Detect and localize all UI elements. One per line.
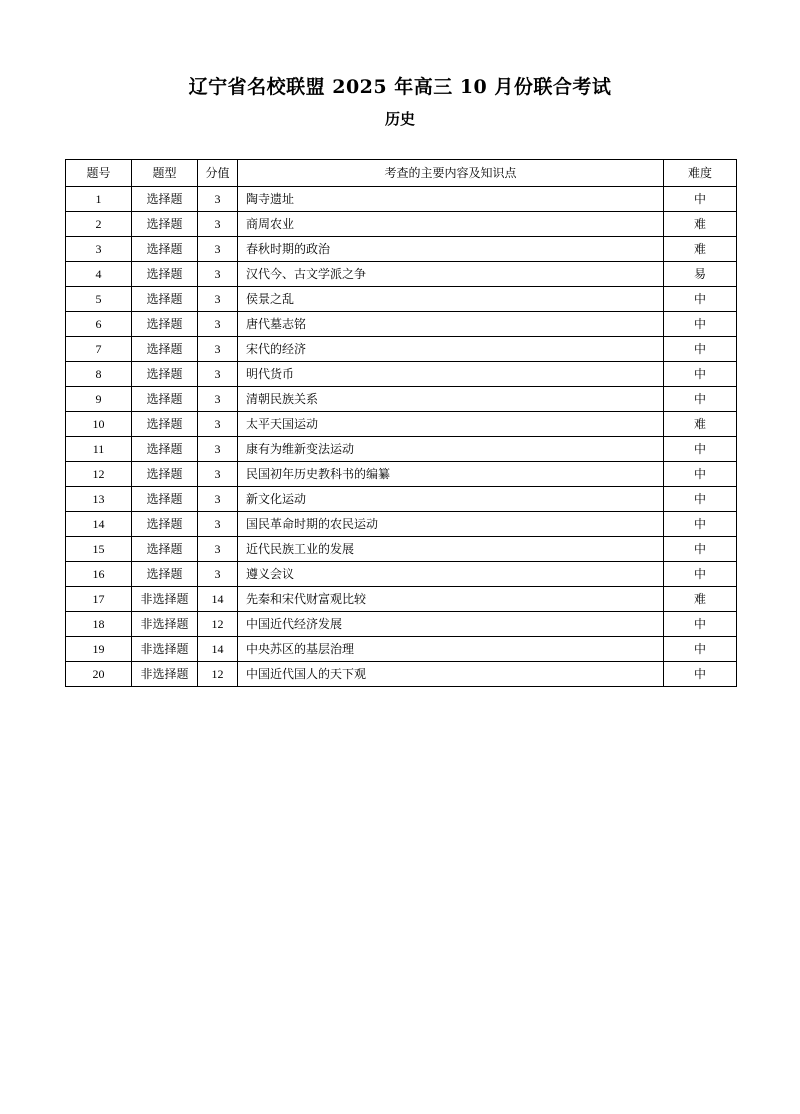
cell-number: 17 [66,587,132,612]
cell-difficulty: 中 [664,562,737,587]
table-row [66,612,737,637]
header-difficulty: 难度 [664,160,737,187]
cell-content: 明代货币 [238,362,664,387]
table-row [66,587,737,612]
cell-score: 3 [198,237,238,262]
cell-number: 14 [66,512,132,537]
cell-type: 选择题 [132,187,198,212]
cell-difficulty: 中 [664,487,737,512]
header-type: 题型 [132,160,198,187]
cell-content: 宋代的经济 [238,337,664,362]
cell-score: 3 [198,337,238,362]
table-row [66,512,737,537]
cell-difficulty: 中 [664,387,737,412]
table-row [66,562,737,587]
document-title: 辽宁省名校联盟 2025 年高三 10 月份联合考试 [188,76,612,98]
cell-difficulty: 难 [664,587,737,612]
cell-content: 清朝民族关系 [238,387,664,412]
cell-difficulty: 难 [664,212,737,237]
cell-difficulty: 中 [664,462,737,487]
header-number: 题号 [66,160,132,187]
table-row [66,312,737,337]
cell-score: 3 [198,212,238,237]
cell-content: 商周农业 [238,212,664,237]
cell-number: 15 [66,537,132,562]
cell-type: 选择题 [132,337,198,362]
cell-number: 16 [66,562,132,587]
cell-number: 5 [66,287,132,312]
cell-type: 选择题 [132,512,198,537]
table-row [66,487,737,512]
cell-type: 选择题 [132,387,198,412]
cell-score: 3 [198,537,238,562]
cell-content: 中国近代经济发展 [238,612,664,637]
cell-number: 12 [66,462,132,487]
cell-content: 遵义会议 [238,562,664,587]
cell-number: 7 [66,337,132,362]
cell-type: 选择题 [132,562,198,587]
cell-difficulty: 难 [664,412,737,437]
cell-difficulty: 中 [664,187,737,212]
cell-content: 近代民族工业的发展 [238,537,664,562]
table-row [66,412,737,437]
table-body [66,187,737,687]
cell-number: 4 [66,262,132,287]
cell-content: 陶寺遗址 [238,187,664,212]
cell-content: 新文化运动 [238,487,664,512]
cell-score: 3 [198,487,238,512]
cell-content: 中国近代国人的天下观 [238,662,664,687]
table-row [66,637,737,662]
cell-score: 14 [198,587,238,612]
cell-content: 康有为维新变法运动 [238,437,664,462]
cell-score: 3 [198,462,238,487]
header-score: 分值 [198,160,238,187]
cell-score: 3 [198,187,238,212]
cell-type: 选择题 [132,462,198,487]
table-row [66,662,737,687]
table-row [66,337,737,362]
cell-number: 1 [66,187,132,212]
cell-number: 20 [66,662,132,687]
cell-number: 19 [66,637,132,662]
cell-difficulty: 中 [664,537,737,562]
subject-title: 历史 [384,110,415,128]
cell-difficulty: 中 [664,437,737,462]
cell-number: 6 [66,312,132,337]
header-content: 考查的主要内容及知识点 [238,160,664,187]
cell-type: 选择题 [132,262,198,287]
cell-number: 2 [66,212,132,237]
cell-score: 3 [198,412,238,437]
cell-difficulty: 中 [664,312,737,337]
cell-number: 18 [66,612,132,637]
exam-spec-table [65,159,737,687]
cell-content: 春秋时期的政治 [238,237,664,262]
cell-score: 3 [198,562,238,587]
cell-number: 13 [66,487,132,512]
cell-difficulty: 中 [664,662,737,687]
cell-difficulty: 难 [664,237,737,262]
table-row [66,462,737,487]
table-row [66,262,737,287]
cell-score: 3 [198,512,238,537]
cell-difficulty: 中 [664,512,737,537]
table-row [66,187,737,212]
cell-type: 选择题 [132,537,198,562]
cell-content: 民国初年历史教科书的编纂 [238,462,664,487]
cell-number: 3 [66,237,132,262]
cell-score: 3 [198,437,238,462]
cell-score: 12 [198,612,238,637]
cell-score: 3 [198,312,238,337]
cell-content: 国民革命时期的农民运动 [238,512,664,537]
table-row [66,387,737,412]
cell-difficulty: 易 [664,262,737,287]
cell-difficulty: 中 [664,362,737,387]
cell-difficulty: 中 [664,612,737,637]
cell-content: 太平天国运动 [238,412,664,437]
cell-score: 3 [198,387,238,412]
cell-content: 唐代墓志铭 [238,312,664,337]
cell-content: 中央苏区的基层治理 [238,637,664,662]
cell-score: 3 [198,362,238,387]
cell-difficulty: 中 [664,637,737,662]
cell-score: 12 [198,662,238,687]
cell-score: 14 [198,637,238,662]
cell-type: 选择题 [132,487,198,512]
table-row [66,237,737,262]
cell-content: 汉代今、古文学派之争 [238,262,664,287]
cell-difficulty: 中 [664,337,737,362]
cell-type: 非选择题 [132,637,198,662]
table-row [66,287,737,312]
cell-content: 先秦和宋代财富观比较 [238,587,664,612]
cell-type: 选择题 [132,437,198,462]
table-row [66,212,737,237]
cell-number: 11 [66,437,132,462]
cell-number: 8 [66,362,132,387]
cell-number: 9 [66,387,132,412]
cell-type: 选择题 [132,412,198,437]
cell-type: 选择题 [132,312,198,337]
cell-type: 非选择题 [132,587,198,612]
cell-type: 选择题 [132,212,198,237]
cell-difficulty: 中 [664,287,737,312]
cell-type: 非选择题 [132,662,198,687]
table-row [66,537,737,562]
cell-type: 选择题 [132,362,198,387]
cell-score: 3 [198,287,238,312]
table-row [66,437,737,462]
cell-type: 选择题 [132,287,198,312]
cell-type: 非选择题 [132,612,198,637]
cell-content: 侯景之乱 [238,287,664,312]
cell-number: 10 [66,412,132,437]
table-header-row [66,160,737,187]
table-row [66,362,737,387]
cell-score: 3 [198,262,238,287]
cell-type: 选择题 [132,237,198,262]
